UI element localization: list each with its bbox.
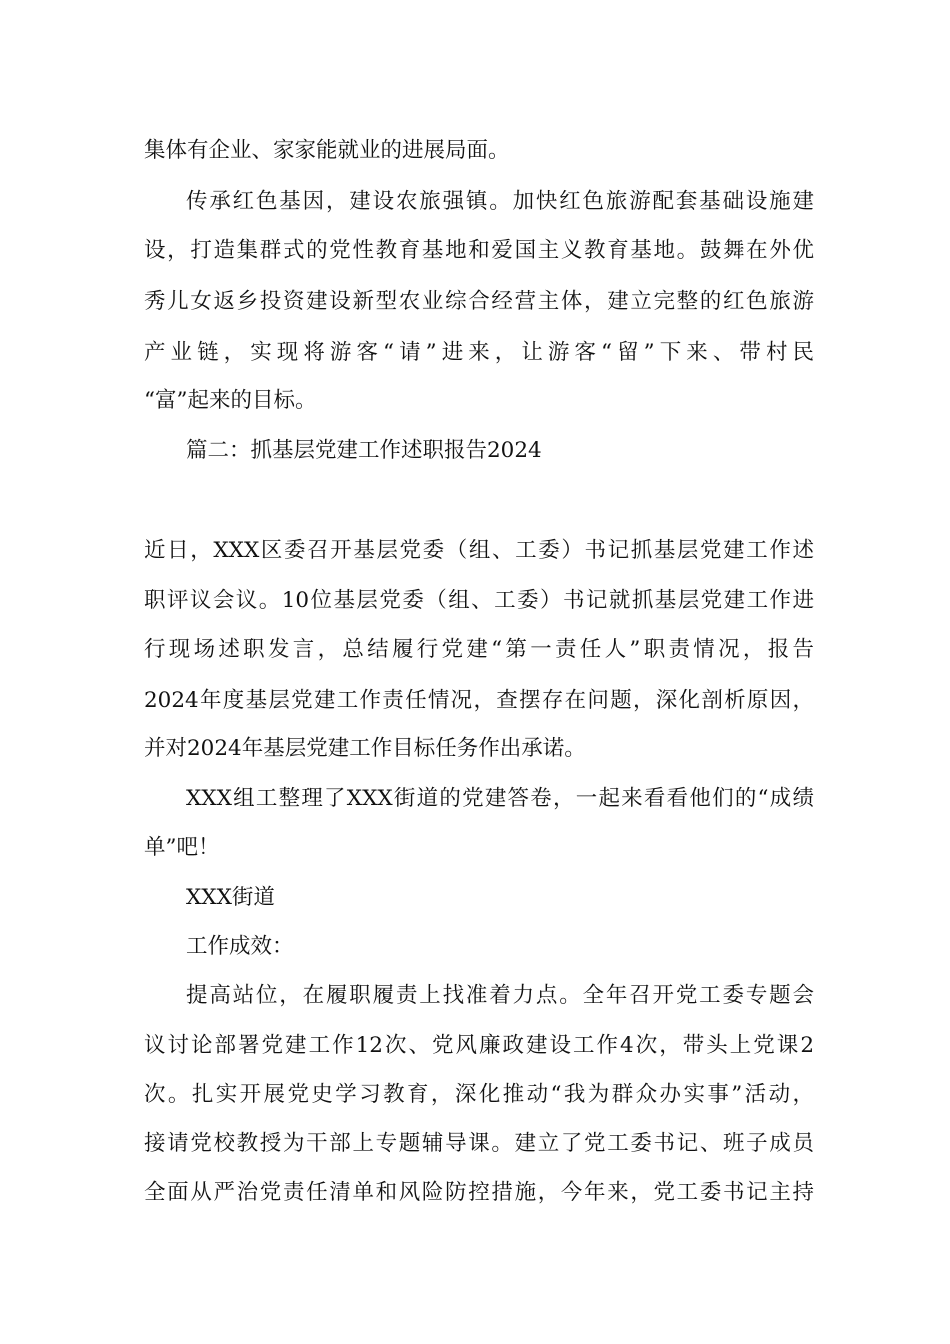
paragraph-line: 接请党校教授为干部上专题辅导课。建立了党工委书记、班子成员 <box>144 1131 814 1156</box>
paragraph-line: 单”吧！ <box>144 835 220 860</box>
section-heading: 篇二：抓基层党建工作述职报告2024 <box>186 438 542 463</box>
paragraph-line: 秀儿女返乡投资建设新型农业综合经营主体，建立完整的红色旅游 <box>144 289 814 314</box>
paragraph-line: 2024年度基层党建工作责任情况，查摆存在问题，深化剖析原因， <box>144 688 814 713</box>
paragraph-line: XXX组工整理了XXX街道的党建答卷，一起来看看他们的“成绩 <box>186 786 814 811</box>
paragraph-line: 集体有企业、家家能就业的进展局面。 <box>144 138 510 163</box>
paragraph-line: 设，打造集群式的党性教育基地和爱国主义教育基地。鼓舞在外优 <box>144 238 814 263</box>
paragraph-line: 并对2024年基层党建工作目标任务作出承诺。 <box>144 736 586 761</box>
paragraph-line: 行现场述职发言，总结履行党建“第一责任人”职责情况，报告 <box>144 637 814 662</box>
paragraph-line: 次。扎实开展党史学习教育，深化推动“我为群众办实事”活动， <box>144 1082 814 1107</box>
paragraph-line: “富”起来的目标。 <box>144 388 317 413</box>
paragraph-line: 近日，XXX区委召开基层党委（组、工委）书记抓基层党建工作述 <box>144 538 814 563</box>
paragraph-line: 议讨论部署党建工作12次、党风廉政建设工作4次，带头上党课2 <box>144 1033 814 1058</box>
paragraph-line: 职评议会议。10位基层党委（组、工委）书记就抓基层党建工作进 <box>144 588 814 613</box>
subheading-street: XXX街道 <box>186 885 275 910</box>
paragraph-line: 提高站位，在履职履责上找准着力点。全年召开党工委专题会 <box>186 983 814 1008</box>
subheading-results: 工作成效： <box>186 934 294 959</box>
paragraph-line: 产业链，实现将游客“请”进来，让游客“留”下来、带村民 <box>144 340 814 365</box>
paragraph-line: 传承红色基因，建设农旅强镇。加快红色旅游配套基础设施建 <box>186 189 814 214</box>
paragraph-line: 全面从严治党责任清单和风险防控措施，今年来，党工委书记主持 <box>144 1180 814 1205</box>
